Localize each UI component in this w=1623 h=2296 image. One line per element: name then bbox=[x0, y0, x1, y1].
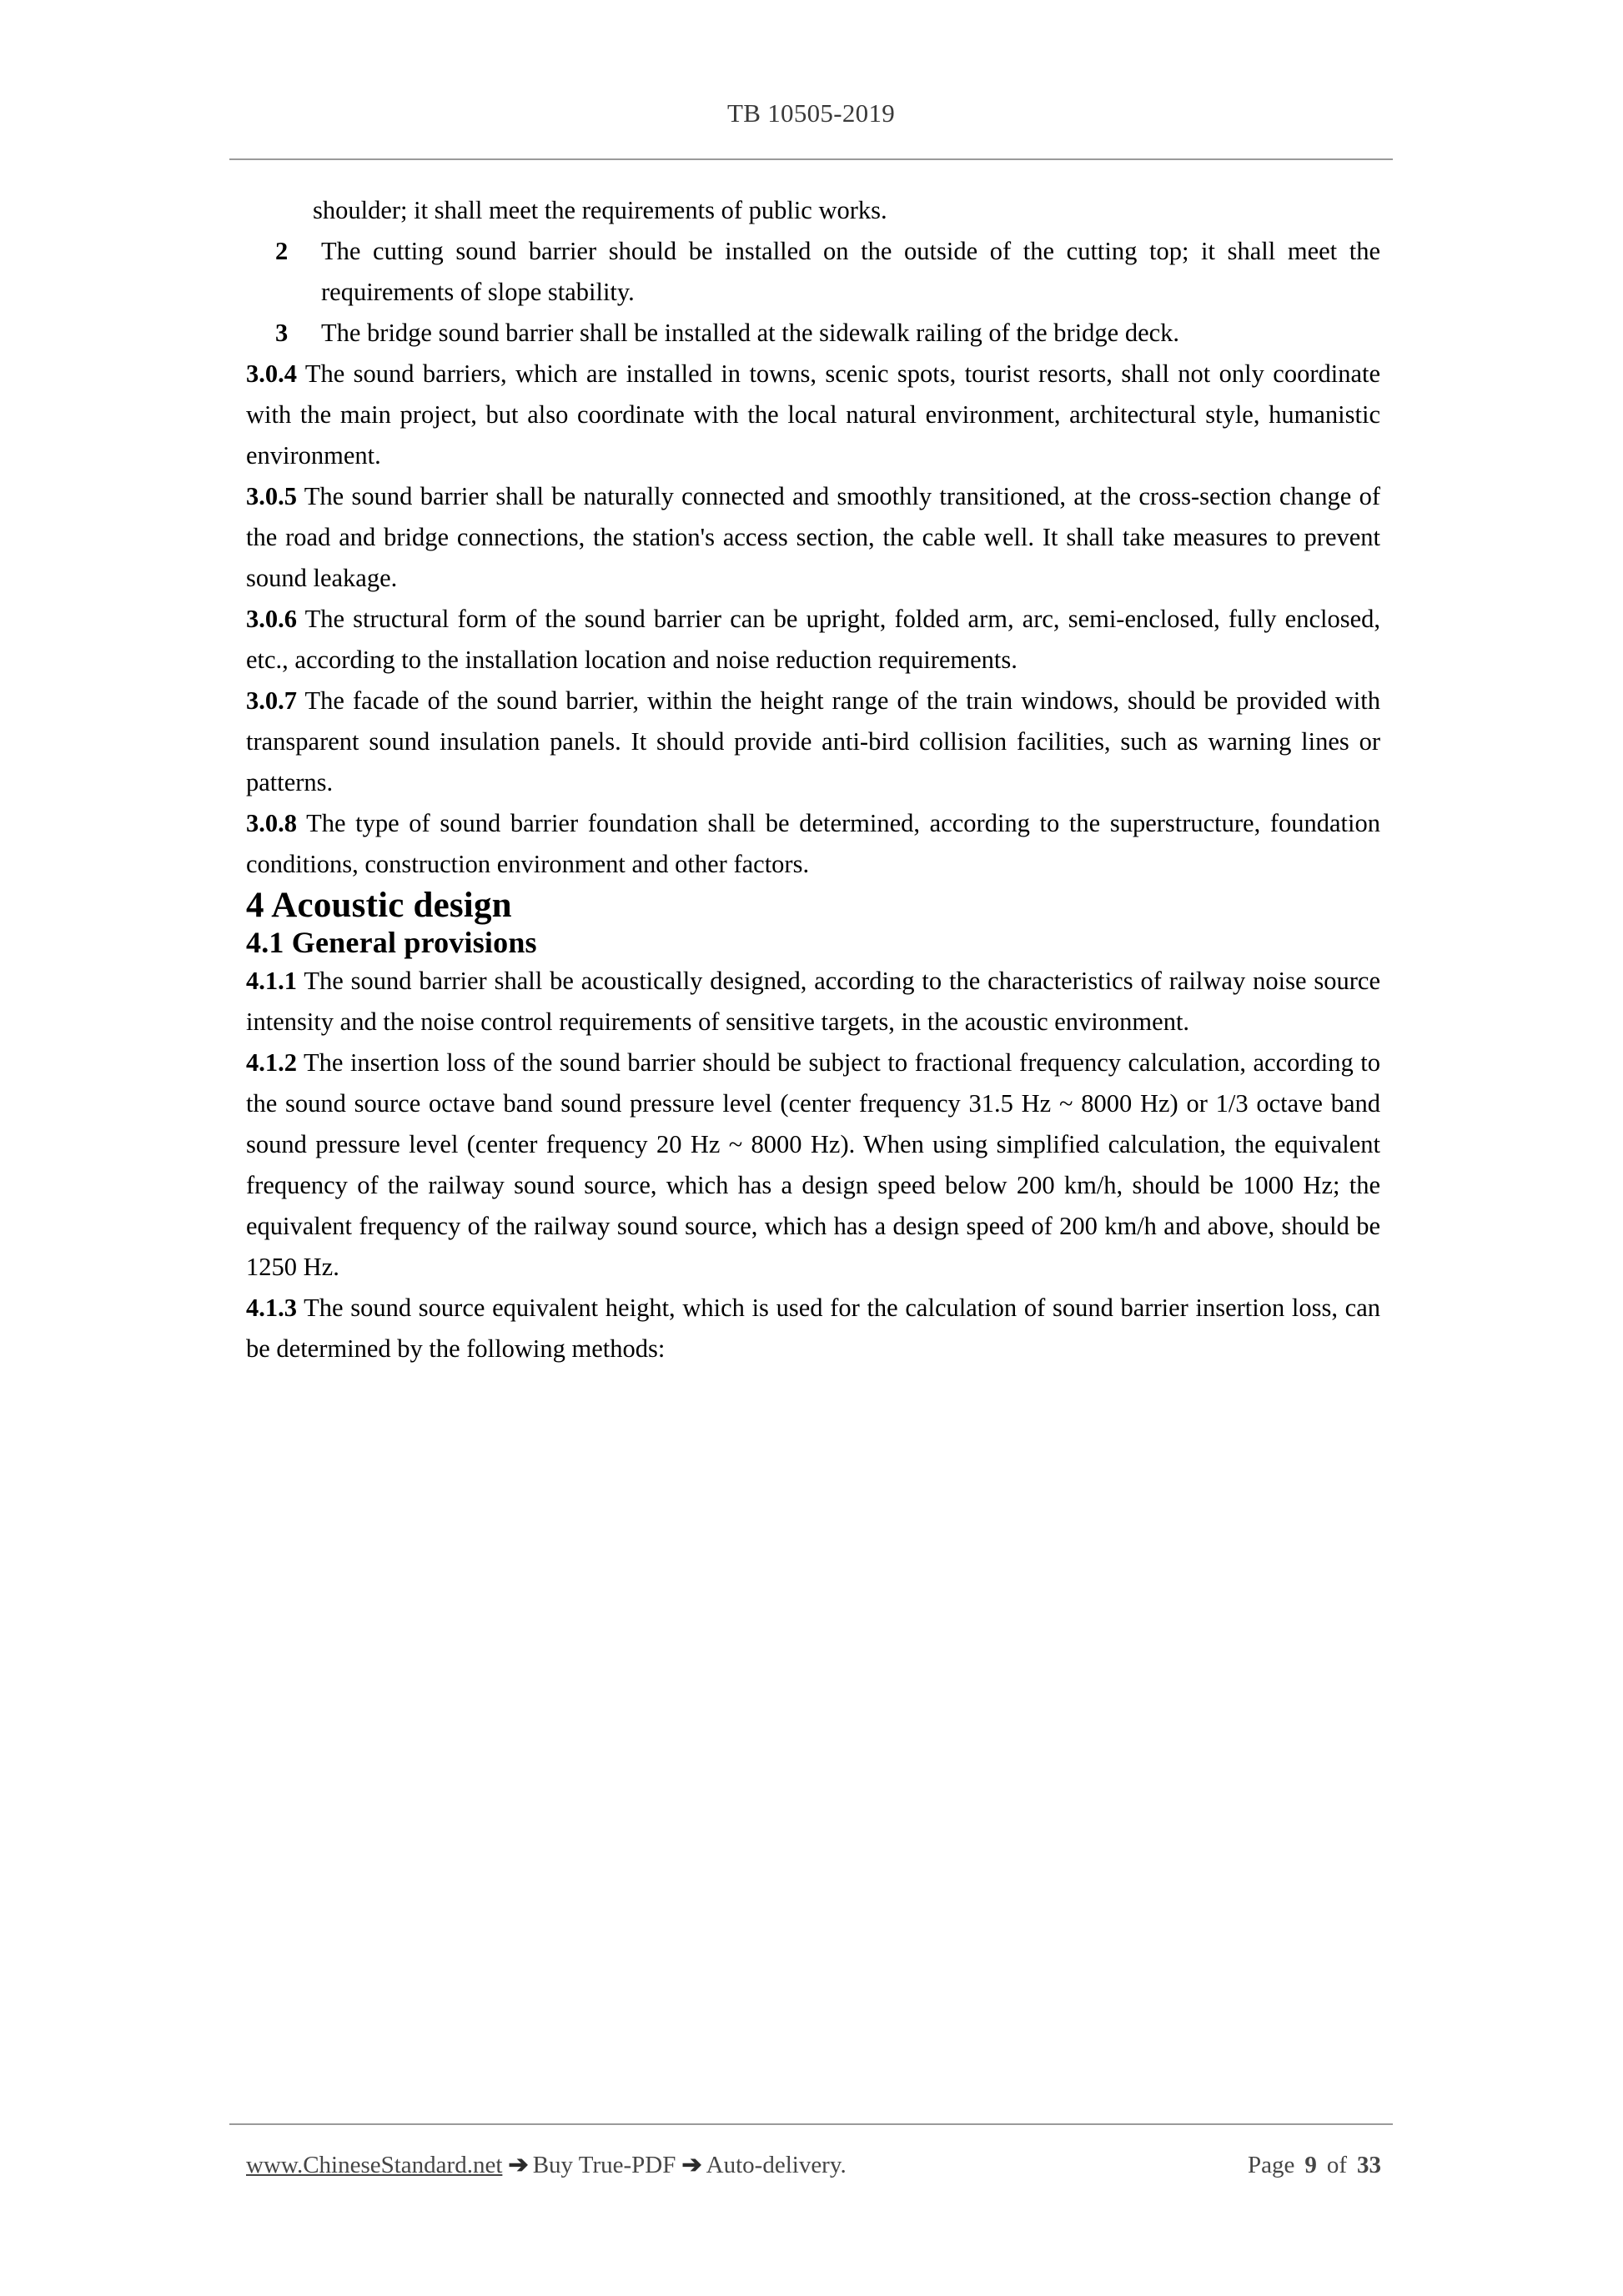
subsection-heading-4-1: 4.1 General provisions bbox=[246, 926, 537, 960]
continuation-paragraph: shoulder; it shall meet the requirements of public works. bbox=[313, 196, 887, 224]
clause-text: The facade of the sound barrier, within the height range of the train windows, should be provided with transparent sound insulation panels. It should provide anti-bird collision facilities, such as warning lines or patterns. bbox=[246, 686, 1380, 796]
clause-text: The sound barriers, which are installed in towns, scenic spots, tourist resorts, shall not only coordinate with the main project, but also coordinate with the local natural environment, architectural style, humanistic environment. bbox=[246, 359, 1380, 470]
clause-number: 4.1.1 bbox=[246, 966, 297, 995]
of-label: of bbox=[1326, 2152, 1347, 2178]
list-item-text: The cutting sound barrier should be installed on the outside of the cutting top; it shall meet the requirements of slope stability. bbox=[321, 237, 1380, 306]
clause-4-1-2 bbox=[246, 1042, 1380, 1288]
page-footer bbox=[246, 2150, 1393, 2179]
list-item bbox=[246, 313, 1380, 354]
clause-3-0-7 bbox=[246, 681, 1380, 803]
clause-number: 3.0.5 bbox=[246, 482, 297, 510]
list-item-marker: 3 bbox=[275, 319, 289, 347]
clause-number: 3.0.4 bbox=[246, 359, 297, 388]
clause-4-1-1 bbox=[246, 961, 1380, 1042]
clause-3-0-5 bbox=[246, 476, 1380, 599]
page-label: Page bbox=[1247, 2152, 1295, 2178]
arrow-right-icon: ➔ bbox=[508, 2152, 529, 2178]
clause-number: 4.1.2 bbox=[246, 1048, 297, 1077]
clause-number: 3.0.7 bbox=[246, 686, 297, 715]
current-page-number: 9 bbox=[1304, 2152, 1317, 2178]
footer-divider bbox=[229, 2123, 1393, 2125]
page-header bbox=[229, 98, 1393, 128]
footer-promo bbox=[246, 2150, 847, 2179]
footer-promo-text-1: Buy True-PDF bbox=[532, 2152, 676, 2178]
arrow-right-icon: ➔ bbox=[681, 2152, 702, 2178]
list-item-text: The bridge sound barrier shall be installed at the sidewalk railing of the bridge deck. bbox=[321, 319, 1180, 347]
clause-3-0-6 bbox=[246, 599, 1380, 681]
clause-text: The sound source equivalent height, which is used for the calculation of sound barrier insertion loss, can be determined by the following methods: bbox=[246, 1293, 1380, 1363]
page-number-indicator bbox=[1248, 2152, 1393, 2179]
clause-text: The sound barrier shall be naturally connected and smoothly transitioned, at the cross-section change of the road and bridge connections, the station's access section, the cable well. It shall take measures to prevent sound leakage. bbox=[246, 482, 1380, 592]
list-item bbox=[246, 231, 1380, 313]
header-standard-number: TB 10505-2019 bbox=[726, 98, 896, 128]
clause-number: 4.1.3 bbox=[246, 1293, 297, 1322]
page-content bbox=[246, 190, 1380, 1369]
clause-text: The sound barrier shall be acoustically designed, according to the characteristics of railway noise source intensity and the noise control requirements of sensitive targets, in the acoustic environment. bbox=[246, 966, 1380, 1036]
clause-number: 3.0.8 bbox=[246, 809, 297, 837]
header-divider bbox=[229, 158, 1393, 160]
clause-text: The type of sound barrier foundation shall be determined, according to the superstructure, foundation conditions, construction environment and other factors. bbox=[246, 809, 1380, 878]
list-item-marker: 2 bbox=[275, 237, 289, 265]
clause-3-0-4 bbox=[246, 354, 1380, 476]
clause-3-0-8 bbox=[246, 803, 1380, 885]
total-page-count: 33 bbox=[1357, 2152, 1381, 2178]
clause-text: The insertion loss of the sound barrier should be subject to fractional frequency calculation, according to the sound source octave band sound pressure level (center frequency 31.5 Hz ~ 8000 Hz) or 1/3 octave band sound pressure level (center frequency 20 Hz ~ 8000 Hz). When using simplified calculation, the equivalent frequency of the railway sound source, which has a design speed below 200 km/h, should be 1000 Hz; the equivalent frequency of the railway sound source, which has a design speed of 200 km/h and above, should be 1250 Hz. bbox=[246, 1048, 1381, 1281]
section-heading-4: 4 Acoustic design bbox=[246, 886, 512, 925]
clause-text: The structural form of the sound barrier can be upright, folded arm, arc, semi-enclosed, fully enclosed, etc., according to the installation location and noise reduction requirements. bbox=[246, 605, 1380, 674]
footer-website-link[interactable]: www.ChineseStandard.net bbox=[246, 2152, 503, 2178]
clause-4-1-3 bbox=[246, 1288, 1380, 1369]
clause-number: 3.0.6 bbox=[246, 605, 297, 633]
footer-promo-text-2: Auto-delivery. bbox=[706, 2152, 847, 2178]
